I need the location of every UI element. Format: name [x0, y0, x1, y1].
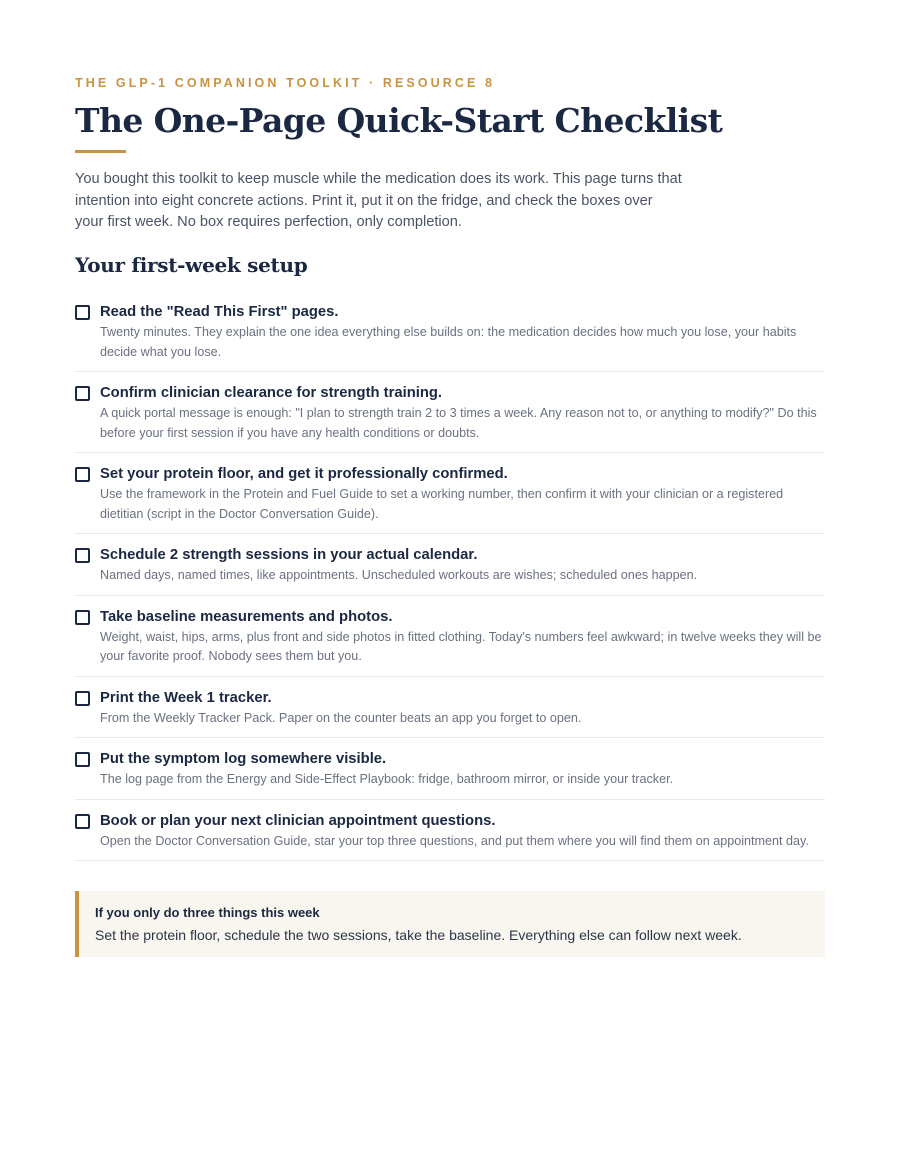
callout-box: [75, 891, 825, 957]
intro-paragraph: You bought this toolkit to keep muscle while the medication does its work. This page turns that intention into eight concrete actions. Print it, put it on the fridge, and check the boxes over your first week. No box requires perfection, only completion.: [75, 171, 682, 231]
checkbox[interactable]: [75, 548, 90, 563]
checklist-item-description: From the Weekly Tracker Pack. Paper on the counter beats an app you forget to open.: [100, 710, 582, 725]
eyebrow-label: THE GLP-1 COMPANION TOOLKIT · RESOURCE 8: [75, 76, 496, 90]
checklist-item-description: Weight, waist, hips, arms, plus front and side photos in fitted clothing. Today's numbers feel awkward; in twelve weeks they will be your favorite proof. Nobody sees them but you.: [100, 629, 822, 663]
section-heading: Your first-week setup: [75, 253, 308, 277]
checkbox[interactable]: [75, 752, 90, 767]
checklist-item-description: The log page from the Energy and Side-Effect Playbook: fridge, bathroom mirror, or inside your tracker.: [100, 772, 674, 786]
checklist-item-description: Twenty minutes. They explain the one idea everything else builds on: the medication decides how much you lose, your habits decide what you lose.: [100, 325, 797, 359]
checklist-item-description: Open the Doctor Conversation Guide, star your top three questions, and put them where you will find them on appointment day.: [100, 833, 809, 848]
checklist-item-title: Read the "Read This First" pages.: [100, 304, 339, 320]
checklist: [75, 301, 825, 871]
checklist-item: [75, 463, 825, 534]
checkbox[interactable]: [75, 305, 90, 320]
checklist-item: [75, 810, 825, 862]
checklist-item-title: Print the Week 1 tracker.: [100, 689, 272, 706]
checklist-item-description: Named days, named times, like appointments. Unscheduled workouts are wishes; scheduled ones happen.: [100, 568, 698, 582]
checkbox[interactable]: [75, 691, 90, 706]
checklist-item-title: Take baseline measurements and photos.: [100, 608, 393, 625]
checklist-item: [75, 301, 825, 372]
checklist-item: [75, 382, 825, 453]
checklist-item-description: Use the framework in the Protein and Fuel Guide to set a working number, then confirm it with your clinician or a registered dietitian (script in the Doctor Conversation Guide).: [100, 487, 784, 521]
checklist-item: [75, 748, 825, 800]
checklist-item-title: Set your protein floor, and get it professionally confirmed.: [100, 466, 508, 482]
checklist-item: [75, 606, 825, 677]
checkbox[interactable]: [75, 610, 90, 625]
checklist-item: [75, 544, 825, 596]
checklist-item-title: Book or plan your next clinician appointment questions.: [100, 812, 496, 829]
callout-title: If you only do three things this week: [95, 905, 320, 920]
checkbox[interactable]: [75, 386, 90, 401]
checklist-item-title: Confirm clinician clearance for strength training.: [100, 385, 443, 401]
checklist-item-title: Put the symptom log somewhere visible.: [100, 751, 387, 767]
checklist-item-description: A quick portal message is enough: "I plan to strength train 2 to 3 times a week. Any reason not to, or anything to modify?" Do this before your first session if you have any health conditions or doubts.: [100, 406, 817, 440]
title-underline: [75, 150, 126, 153]
checkbox[interactable]: [75, 814, 90, 829]
checklist-item: [75, 687, 825, 739]
callout-text: Set the protein floor, schedule the two sessions, take the baseline. Everything else can follow next week.: [95, 927, 742, 943]
checklist-item-title: Schedule 2 strength sessions in your actual calendar.: [100, 547, 478, 563]
checkbox[interactable]: [75, 467, 90, 482]
page-title: The One-Page Quick-Start Checklist: [75, 101, 723, 140]
